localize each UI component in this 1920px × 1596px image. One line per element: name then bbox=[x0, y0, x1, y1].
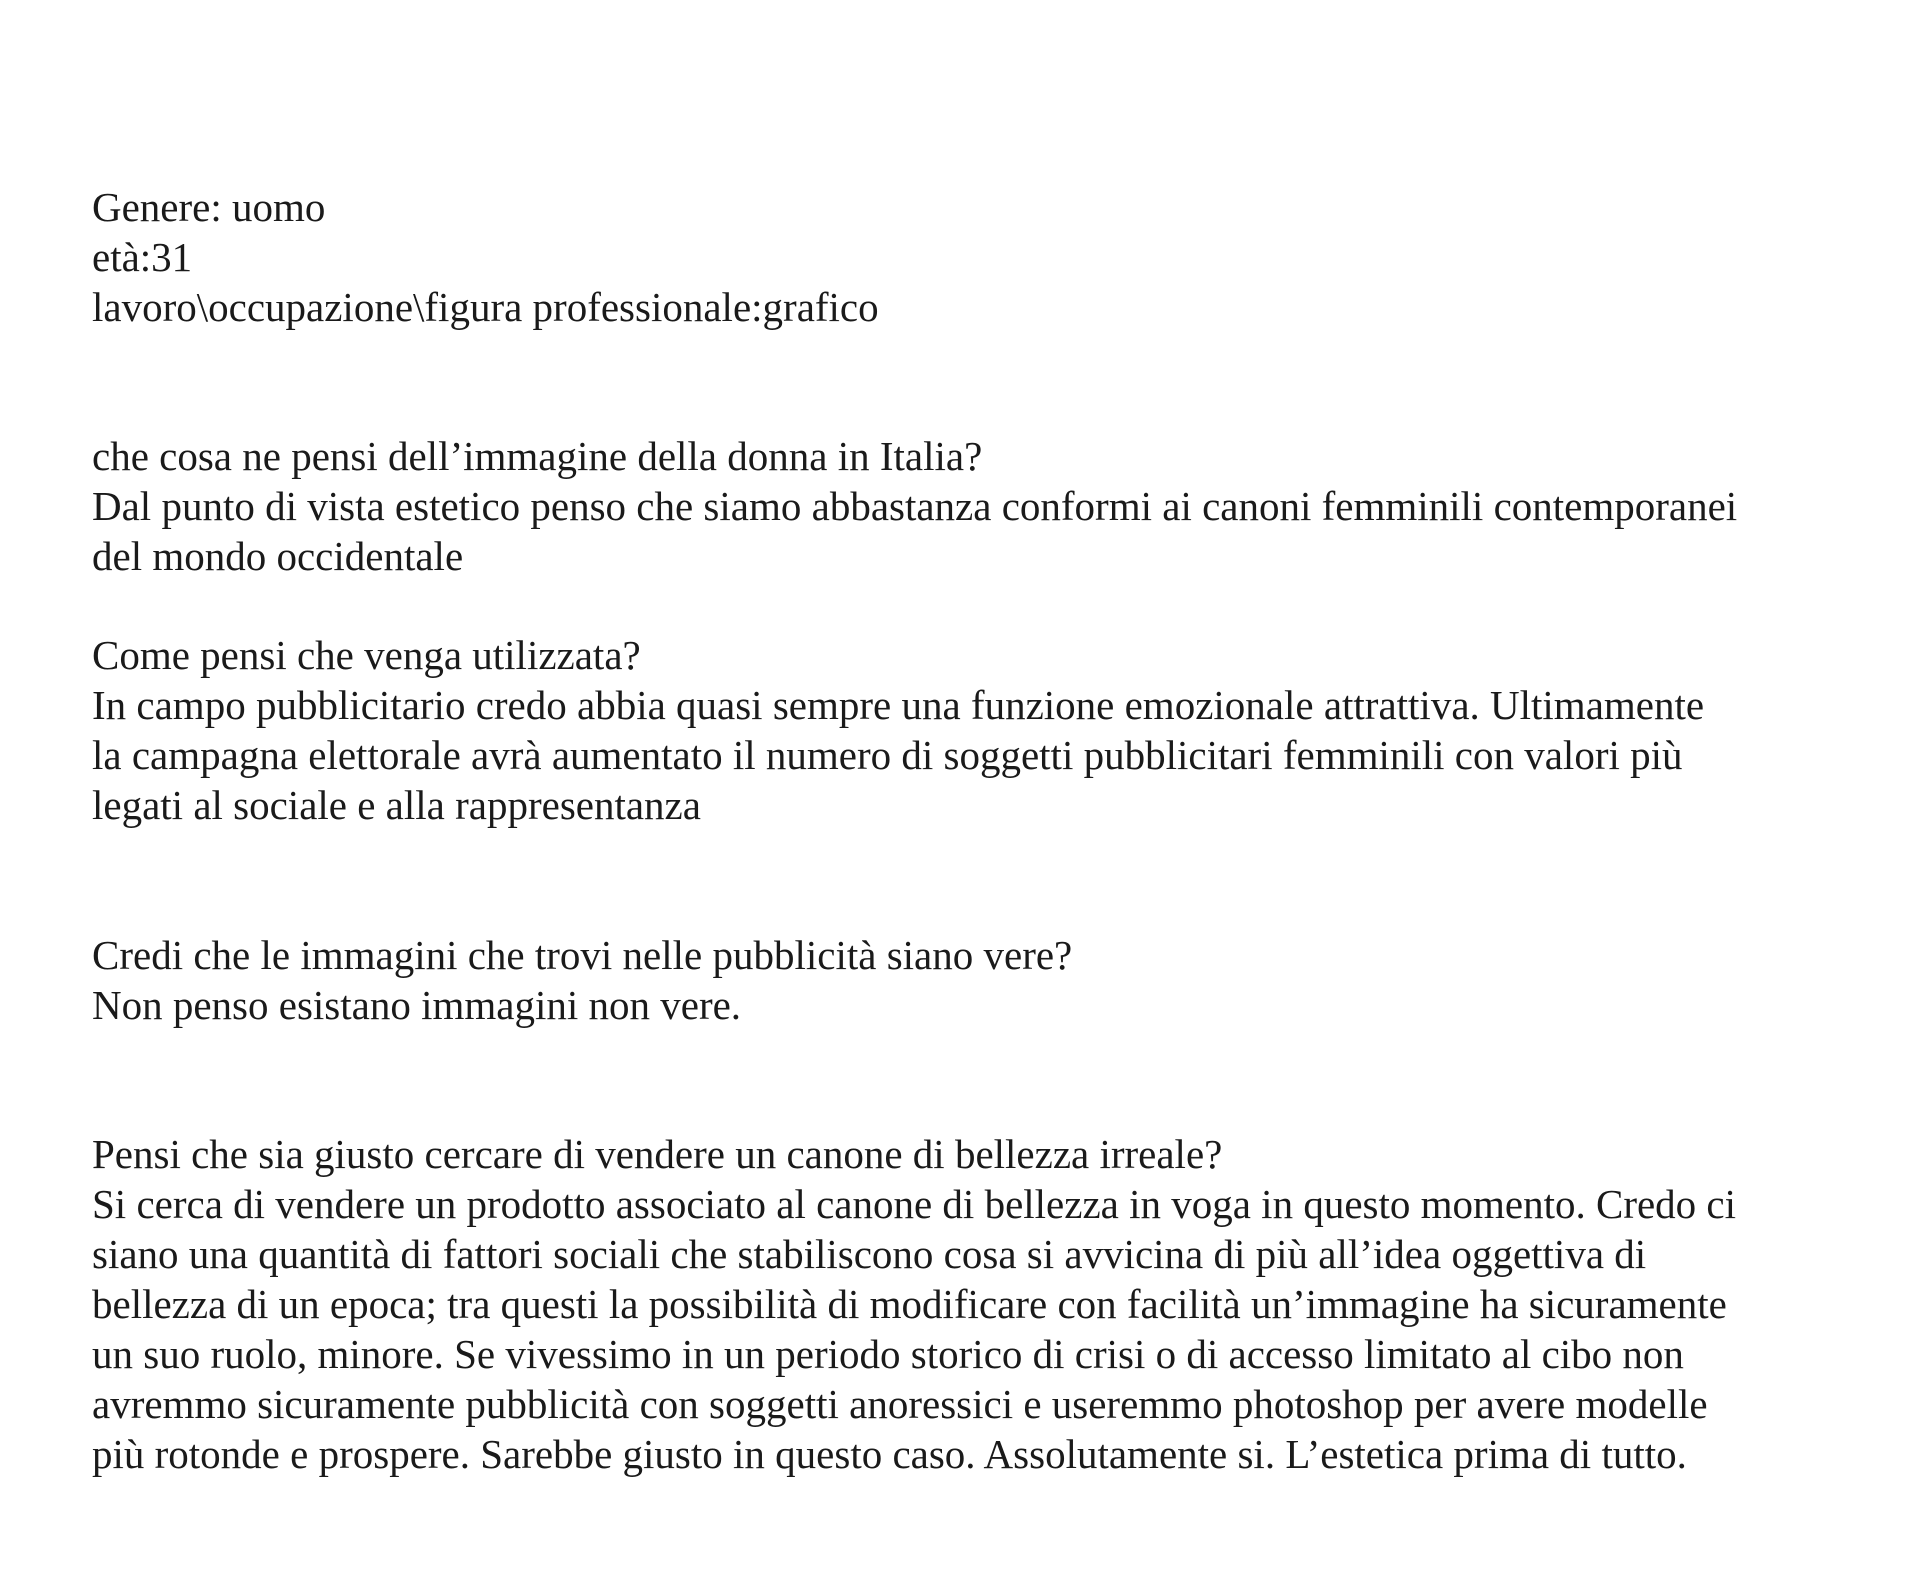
profile-age: età:31 bbox=[92, 234, 193, 280]
answer-1-line-2: del mondo occidentale bbox=[92, 533, 464, 579]
answer-4-line-3: bellezza di un epoca; tra questi la possibilità di modificare con facilità un’immagine ha sicuramente bbox=[92, 1281, 1727, 1327]
question-2: Come pensi che venga utilizzata? bbox=[92, 632, 641, 678]
answer-2-line-2: la campagna elettorale avrà aumentato il numero di soggetti pubblicitari femminili con valori più bbox=[92, 732, 1683, 778]
question-4: Pensi che sia giusto cercare di vendere un canone di bellezza irreale? bbox=[92, 1131, 1223, 1177]
answer-4-line-5: avremmo sicuramente pubblicità con soggetti anoressici e useremmo photoshop per avere modelle bbox=[92, 1381, 1708, 1427]
question-1: che cosa ne pensi dell’immagine della donna in Italia? bbox=[92, 433, 983, 479]
answer-4-line-6: più rotonde e prospere. Sarebbe giusto in questo caso. Assolutamente si. L’estetica prima di tutto. bbox=[92, 1431, 1687, 1477]
profile-gender: Genere: uomo bbox=[92, 184, 326, 230]
answer-4-line-1: Si cerca di vendere un prodotto associato al canone di bellezza in voga in questo momento. Credo ci bbox=[92, 1181, 1737, 1227]
question-3: Credi che le immagini che trovi nelle pubblicità siano vere? bbox=[92, 932, 1073, 978]
profile-job: lavoro\occupazione\figura professionale:grafico bbox=[92, 284, 879, 330]
answer-4-line-4: un suo ruolo, minore. Se vivessimo in un periodo storico di crisi o di accesso limitato al cibo non bbox=[92, 1331, 1684, 1377]
answer-3-line-1: Non penso esistano immagini non vere. bbox=[92, 982, 742, 1028]
answer-1-line-1: Dal punto di vista estetico penso che siamo abbastanza conformi ai canoni femminili contemporanei bbox=[92, 483, 1738, 529]
answer-2-line-1: In campo pubblicitario credo abbia quasi sempre una funzione emozionale attrattiva. Ultimamente bbox=[92, 682, 1705, 728]
answer-2-line-3: legati al sociale e alla rappresentanza bbox=[92, 782, 701, 828]
answer-4-line-2: siano una quantità di fattori sociali che stabiliscono cosa si avvicina di più all’idea oggettiva di bbox=[92, 1231, 1647, 1277]
